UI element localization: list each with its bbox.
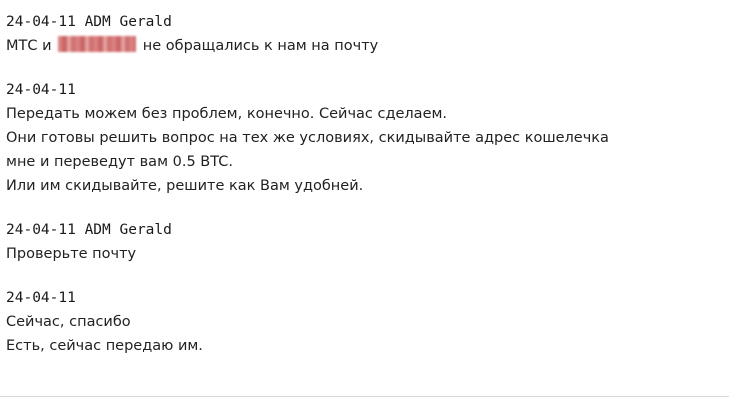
- message-line: Есть, сейчас передаю им.: [6, 338, 203, 354]
- bottom-divider: [0, 396, 729, 397]
- message-timestamp-sender: 24-04-11 ADM Gerald: [6, 14, 172, 30]
- message-timestamp-sender: 24-04-11 ADM Gerald: [6, 222, 172, 238]
- message-block: [6, 218, 723, 266]
- message-block: [6, 286, 723, 358]
- message-line: Передать можем без проблем, конечно. Сейчас сделаем.: [6, 106, 448, 122]
- message-text-before: МТС и: [6, 38, 57, 54]
- message-block: [6, 10, 723, 58]
- message-block: [6, 78, 723, 198]
- message-timestamp: 24-04-11: [6, 82, 76, 98]
- message-line: Проверьте почту: [6, 246, 137, 262]
- message-line-redacted: [6, 34, 723, 58]
- message-text-after: не обращались к нам на почту: [138, 38, 379, 54]
- message-timestamp: 24-04-11: [6, 290, 76, 306]
- message-line: Или им скидывайте, решите как Вам удобней.: [6, 178, 364, 194]
- message-line: Сейчас, спасибо: [6, 314, 131, 330]
- message-line: мне и переведут вам 0.5 BTC.: [6, 154, 233, 170]
- message-line: Они готовы решить вопрос на тех же условиях, скидывайте адрес кошелечка: [6, 130, 609, 146]
- redaction-block-icon: [58, 36, 136, 52]
